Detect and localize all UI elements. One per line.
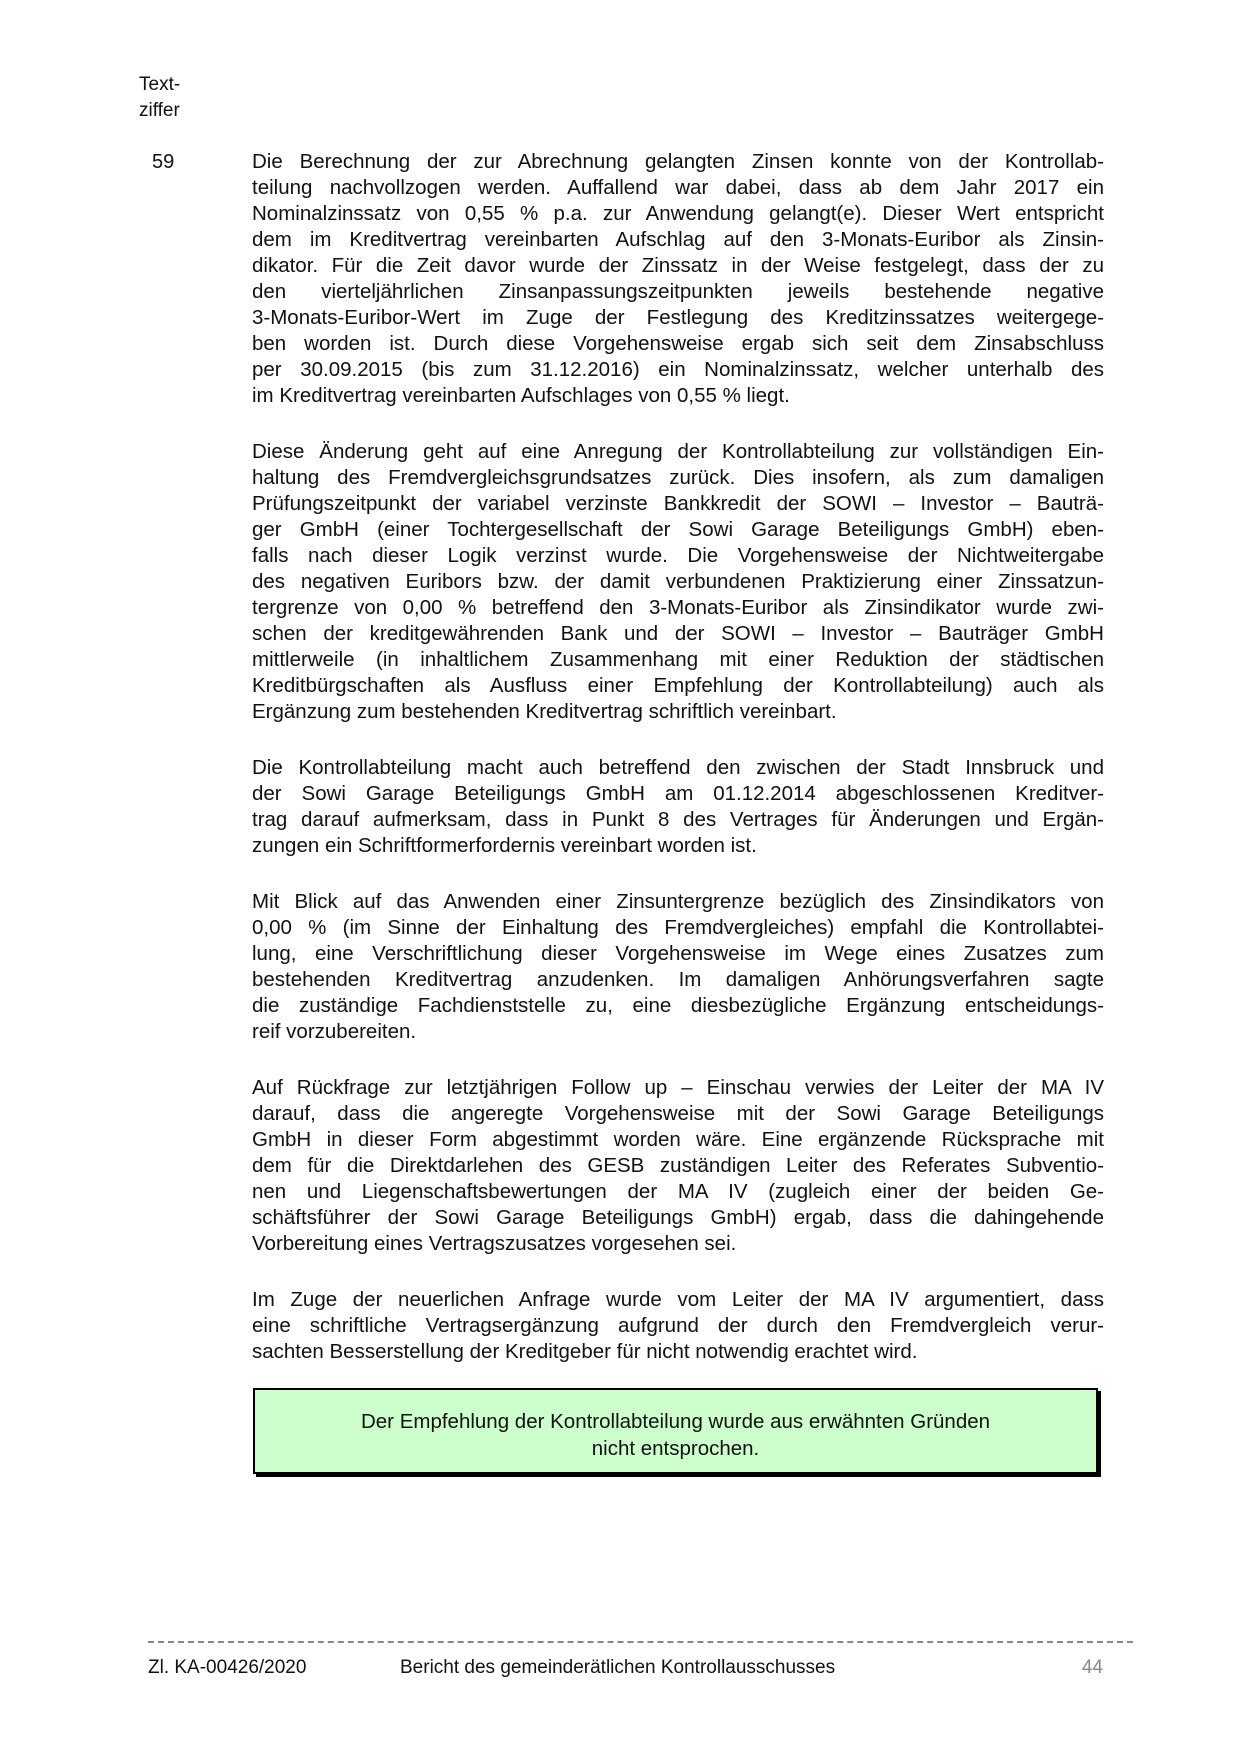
result-box: [253, 1388, 1098, 1474]
text-line: Kreditbürgschaften als Ausfluss einer Empfehlung der Kontrollabteilung) auch als: [252, 674, 1104, 697]
text-line: ger GmbH (einer Tochtergesellschaft der Sowi Garage Beteiligungs GmbH) eben-: [252, 518, 1104, 541]
text-line: per 30.09.2015 (bis zum 31.12.2016) ein Nominalzinssatz, welcher unterhalb des: [252, 358, 1104, 381]
text-line: ben worden ist. Durch diese Vorgehensweise ergab sich seit dem Zinsabschluss: [252, 332, 1104, 355]
paragraph: [252, 889, 1104, 1045]
result-box-line: Der Empfehlung der Kontrollabteilung wurde aus erwähnten Gründen: [360, 1410, 991, 1433]
paragraph: [252, 439, 1104, 725]
text-line: Nominalzinssatz von 0,55 % p.a. zur Anwendung gelangt(e). Dieser Wert entspricht: [252, 202, 1104, 225]
margin-label-textziffer: [139, 72, 180, 124]
text-line: lung, eine Verschriftlichung dieser Vorgehensweise im Wege eines Zusatzes zum: [252, 942, 1104, 965]
footer-reference: Zl. KA-00426/2020: [148, 1657, 307, 1678]
text-line: bestehenden Kreditvertrag anzudenken. Im damaligen Anhörungsverfahren sagte: [252, 968, 1104, 991]
text-line: des negativen Euribors bzw. der damit verbundenen Praktizierung einer Zinssatzun-: [252, 570, 1104, 593]
result-box-line: nicht entsprochen.: [591, 1437, 760, 1460]
textziffer-number: 59: [152, 151, 175, 173]
footer-divider: [148, 1641, 1133, 1643]
text-line: den vierteljährlichen Zinsanpassungszeitpunkten jeweils bestehende negative: [252, 280, 1104, 303]
text-line: dikator. Für die Zeit davor wurde der Zinssatz in der Weise festgelegt, dass der zu: [252, 254, 1104, 277]
text-line: Ergänzung zum bestehenden Kreditvertrag schriftlich vereinbart.: [252, 700, 837, 723]
text-line: schen der kreditgewährenden Bank und der SOWI – Investor – Bauträger GmbH: [252, 622, 1104, 645]
text-line: Vorbereitung eines Vertragszusatzes vorgesehen sei.: [252, 1232, 737, 1255]
text-line: mittlerweile (in inhaltlichem Zusammenhang mit einer Reduktion der städtischen: [252, 648, 1104, 671]
text-line: nen und Liegenschaftsbewertungen der MA IV (zugleich einer der beiden Ge-: [252, 1180, 1104, 1203]
paragraph: [252, 755, 1104, 859]
text-line: schäftsführer der Sowi Garage Beteiligungs GmbH) ergab, dass die dahingehende: [252, 1206, 1104, 1229]
text-line: Diese Änderung geht auf eine Anregung der Kontrollabteilung zur vollständigen Ein-: [252, 440, 1104, 463]
footer-title: Bericht des gemeinderätlichen Kontrollausschusses: [400, 1657, 836, 1678]
text-line: 3-Monats-Euribor-Wert im Zuge der Festlegung des Kreditzinssatzes weitergege-: [252, 306, 1104, 329]
text-line: dem für die Direktdarlehen des GESB zuständigen Leiter des Referates Subventio-: [252, 1154, 1104, 1177]
text-line: die zuständige Fachdienststelle zu, eine diesbezügliche Ergänzung entscheidungs-: [252, 994, 1104, 1017]
paragraph: [252, 1287, 1104, 1365]
text-line: im Kreditvertrag vereinbarten Aufschlages von 0,55 % liegt.: [252, 384, 790, 407]
margin-label-line: Text-: [139, 74, 181, 95]
text-line: eine schriftliche Vertragsergänzung aufgrund der durch den Fremdvergleich verur-: [252, 1314, 1104, 1337]
paragraph: [252, 149, 1104, 409]
text-line: falls nach dieser Logik verzinst wurde. Die Vorgehensweise der Nichtweitergabe: [252, 544, 1104, 567]
text-line: dem im Kreditvertrag vereinbarten Aufschlag auf den 3-Monats-Euribor als Zinsin-: [252, 228, 1104, 251]
margin-label-line: ziffer: [139, 100, 180, 121]
text-line: GmbH in dieser Form abgestimmt worden wäre. Eine ergänzende Rücksprache mit: [252, 1128, 1104, 1151]
text-line: tergrenze von 0,00 % betreffend den 3-Monats-Euribor als Zinsindikator wurde zwi-: [252, 596, 1104, 619]
text-line: sachten Besserstellung der Kreditgeber für nicht notwendig erachtet wird.: [252, 1340, 918, 1363]
report-body: [252, 149, 1104, 1395]
text-line: zungen ein Schriftformerfordernis vereinbart worden ist.: [252, 834, 757, 857]
text-line: Mit Blick auf das Anwenden einer Zinsuntergrenze bezüglich des Zinsindikators von: [252, 890, 1104, 913]
text-line: Auf Rückfrage zur letztjährigen Follow up – Einschau verwies der Leiter der MA IV: [252, 1076, 1104, 1099]
page-number: 44: [1081, 1657, 1103, 1678]
text-line: Die Kontrollabteilung macht auch betreffend den zwischen der Stadt Innsbruck und: [252, 756, 1104, 779]
text-line: Im Zuge der neuerlichen Anfrage wurde vom Leiter der MA IV argumentiert, dass: [252, 1288, 1104, 1311]
text-line: trag darauf aufmerksam, dass in Punkt 8 des Vertrages für Änderungen und Ergän-: [252, 808, 1104, 831]
text-line: darauf, dass die angeregte Vorgehensweise mit der Sowi Garage Beteiligungs: [252, 1102, 1104, 1125]
text-line: Prüfungszeitpunkt der variabel verzinste Bankkredit der SOWI – Investor – Bauträ-: [252, 492, 1104, 515]
text-line: 0,00 % (im Sinne der Einhaltung des Fremdvergleiches) empfahl die Kontrollabtei-: [252, 916, 1104, 939]
paragraph: [252, 1075, 1104, 1257]
text-line: der Sowi Garage Beteiligungs GmbH am 01.12.2014 abgeschlossenen Kreditver-: [252, 782, 1104, 805]
text-line: reif vorzubereiten.: [252, 1020, 417, 1043]
text-line: teilung nachvollzogen werden. Auffallend war dabei, dass ab dem Jahr 2017 ein: [252, 176, 1104, 199]
text-line: haltung des Fremdvergleichsgrundsatzes zurück. Dies insofern, als zum damaligen: [252, 466, 1104, 489]
text-line: Die Berechnung der zur Abrechnung gelangten Zinsen konnte von der Kontrollab-: [252, 150, 1104, 173]
